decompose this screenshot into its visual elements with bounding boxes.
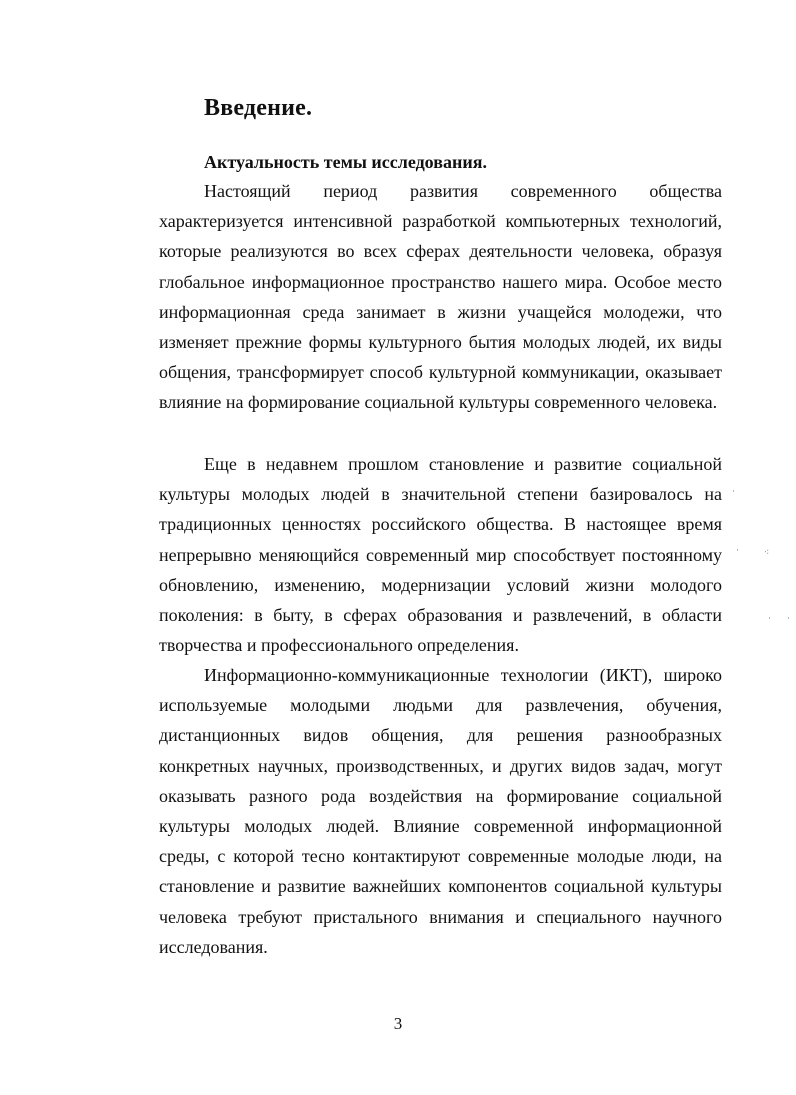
chapter-title: Введение. [204,95,313,121]
paragraph-2: Еще в недавнем прошлом становление и развитие социальной культуры молодых людей в значительной степени базировалось на традиционных ценностях российского общества. В настоящее время непрерывно меняющийся современный мир способствует постоянному обновлению, изменению, модернизации условий жизни молодого поколения: в быту, в сферах образования и развлечений, в области творчества и профессионального определения. [159,454,722,656]
paragraph-1: Настоящий период развития современного общества характеризуется интенсивной разработкой компьютерных технологий, которые реализуются во всех сферах деятельности человека, образуя глобальное информационное пространство нашего мира. Особое место информационная среда занимает в жизни учащейся молодежи, что изменяет прежние формы культурного бытия молодых людей, их виды общения, трансформирует способ культурной коммуникации, оказывает влияние на формирование социальной культуры современного человека. [159,181,722,413]
scan-artifact-mark: · [732,486,735,496]
scan-artifact-mark: ⁖ [764,547,770,557]
section-heading: Актуальность темы исследования. [204,152,487,172]
scan-artifact-mark: · [768,613,771,623]
page-number: 3 [393,1014,403,1033]
scan-artifact-mark: · [787,613,790,623]
scan-artifact-mark: · [736,545,739,555]
paragraph-3: Информационно-коммуникационные технологии (ИКТ), широко используемые молодыми людьми для развлечения, обучения, дистанционных видов общения, для решения разнообразных конкретных научных, производственных, и других видов задач, могут оказывать разного рода воздействия на формирование социальной культуры молодых людей. Влияние современной информационной среды, с которой тесно контактируют современные молодые люди, на становление и развитие важнейших компонентов социальной культуры человека требуют пристального внимания и специального научного исследования. [159,665,722,957]
